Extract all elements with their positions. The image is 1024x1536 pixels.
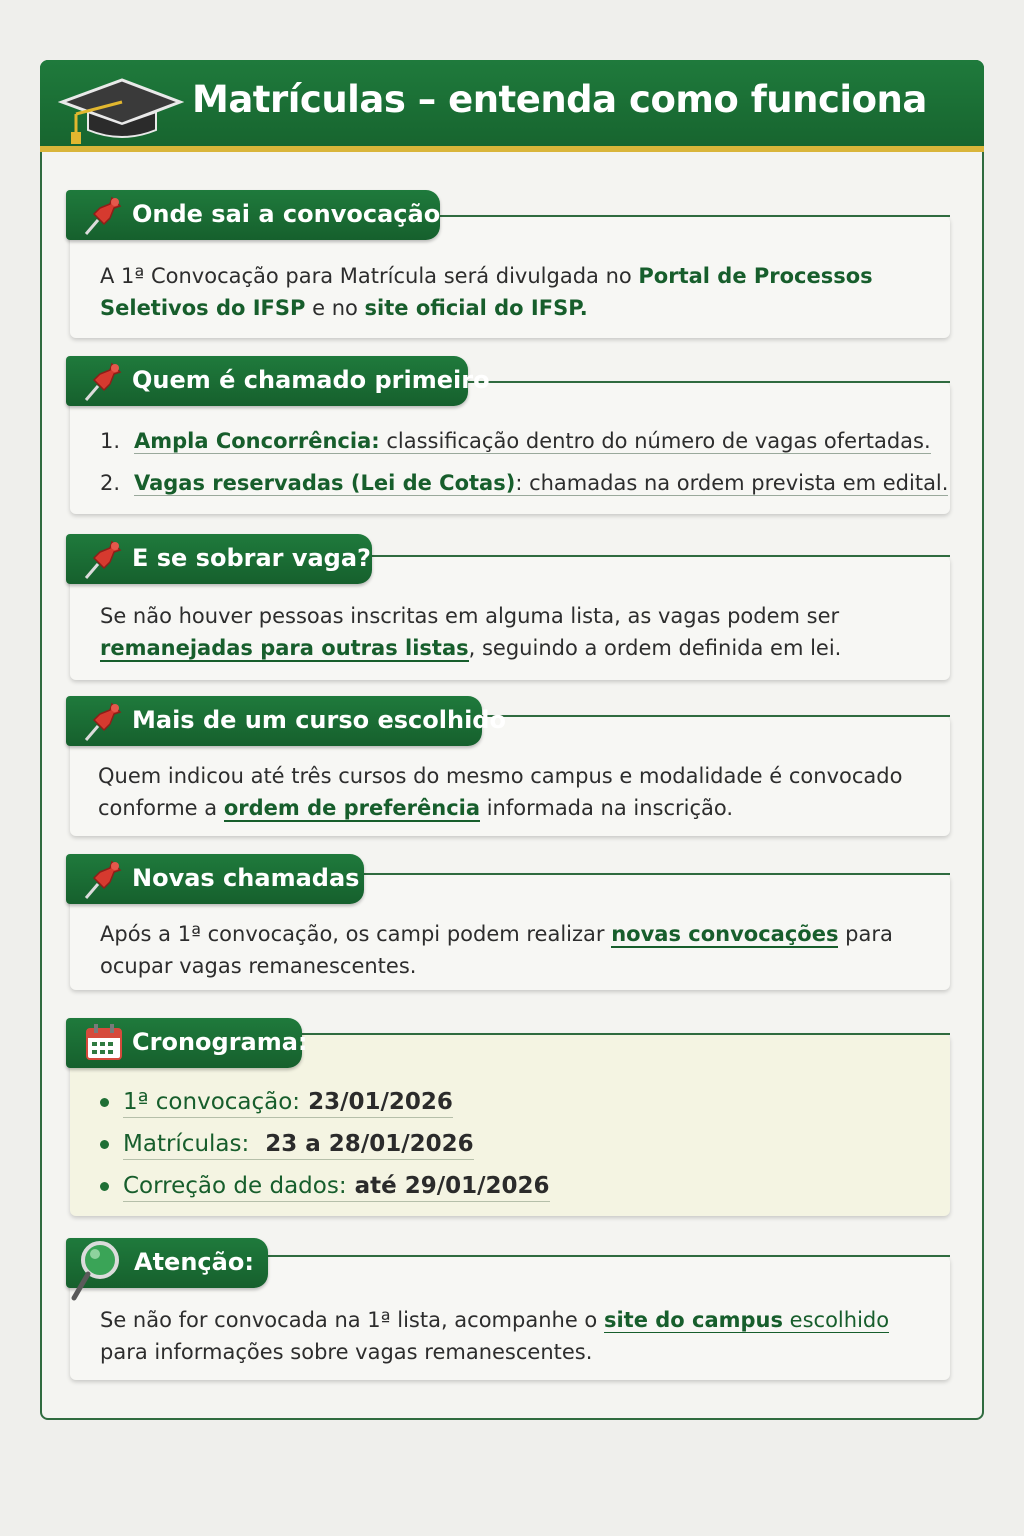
calendar-icon (84, 1022, 124, 1062)
pushpin-icon (80, 700, 124, 744)
ordem-preferencia-link[interactable]: ordem de preferência (223, 796, 481, 820)
section-title: Novas chamadas (132, 864, 360, 892)
section-rule (268, 1255, 950, 1257)
portal-link[interactable]: Portal de Processos Seletivos do IFSP (100, 264, 873, 320)
pushpin-icon (80, 360, 124, 404)
page-header (40, 60, 984, 152)
list-number: 1. (100, 429, 121, 453)
schedule-value: até 29/01/2026 (346, 1173, 550, 1199)
body-text: e no (305, 296, 365, 320)
pushpin-icon (80, 538, 124, 582)
section-title: Mais de um curso escolhido (132, 706, 506, 734)
section-title: Cronograma: (132, 1028, 308, 1056)
site-campus-link[interactable]: site do campus (603, 1308, 783, 1332)
vagas-reservadas-label: Vagas reservadas (Lei de Cotas) (134, 471, 516, 495)
schedule-item (100, 1082, 930, 1124)
section-body-onde-sai (100, 260, 930, 324)
section-body-novas-chamadas (100, 918, 930, 982)
body-text: , seguindo a ordem definida em lei. (468, 636, 842, 660)
remanejadas-link[interactable]: remanejadas para outras listas (100, 636, 469, 660)
section-title: E se sobrar vaga? (132, 544, 371, 572)
site-oficial-link[interactable]: site oficial do IFSP. (364, 296, 588, 320)
schedule-value: 23/01/2026 (300, 1089, 453, 1115)
ampla-concorrencia-label: Ampla Concorrência: (134, 429, 380, 453)
list-text: : chamadas na ordem prevista em edital. (515, 471, 949, 495)
schedule-label: Correção de dados: (123, 1173, 347, 1199)
list-item (100, 420, 930, 462)
section-tab-quem-chamado (66, 356, 490, 406)
schedule-item (100, 1124, 930, 1166)
schedule-item (100, 1166, 930, 1208)
body-text: para ocupar vagas remanescentes. (100, 922, 893, 978)
body-text: Quem indicou até três cursos do mesmo campus e modalidade é convocado conforme a (98, 764, 903, 820)
section-tab-onde-sai (66, 190, 440, 240)
body-text: escolhido (783, 1308, 890, 1332)
graduation-cap-icon (58, 74, 184, 144)
body-text: A 1ª Convocação para Matrícula será divulgada no (100, 264, 639, 288)
body-text: para informações sobre vagas remanescentes. (100, 1340, 593, 1364)
section-rule (372, 555, 950, 557)
section-rule (468, 381, 950, 383)
novas-convocacoes-link[interactable]: novas convocações (611, 922, 839, 946)
section-body-atencao (100, 1304, 930, 1368)
section-title: Atenção: (134, 1248, 254, 1276)
section-title: Quem é chamado primeiro (132, 366, 490, 394)
body-text: Se não houver pessoas inscritas em alguma lista, as vagas podem ser (100, 604, 840, 628)
magnifier-icon (70, 1238, 120, 1302)
section-rule (440, 215, 950, 217)
section-body-sobrar-vaga (100, 600, 930, 664)
pushpin-icon (80, 194, 124, 238)
body-text: Se não for convocada na 1ª lista, acompanhe o (100, 1308, 604, 1332)
section-rule (302, 1033, 950, 1035)
section-body-mais-curso (98, 760, 928, 824)
pushpin-icon (80, 858, 124, 902)
schedule-value: 23 a 28/01/2026 (249, 1131, 474, 1157)
schedule-list-wrap (100, 1082, 930, 1208)
list-item (100, 462, 949, 504)
section-tab-mais-curso (66, 696, 506, 746)
list-number: 2. (100, 471, 121, 495)
list-text: classificação dentro do número de vagas ofertadas. (379, 429, 931, 453)
section-tab-atencao (66, 1238, 268, 1288)
body-text: Após a 1ª convocação, os campi podem realizar (100, 922, 612, 946)
section-rule (482, 715, 950, 717)
page-title: Matrículas – entenda como funciona (192, 78, 927, 121)
section-tab-cronograma (66, 1018, 308, 1068)
section-rule (364, 873, 950, 875)
section-title: Onde sai a convocação (132, 200, 441, 228)
section-tab-novas-chamadas (66, 854, 364, 904)
schedule-label: Matrículas: (123, 1131, 250, 1157)
section-body-quem-chamado (100, 420, 949, 504)
body-text: informada na inscrição. (480, 796, 734, 820)
section-tab-sobrar-vaga (66, 534, 372, 584)
schedule-label: 1ª convocação: (123, 1089, 301, 1115)
